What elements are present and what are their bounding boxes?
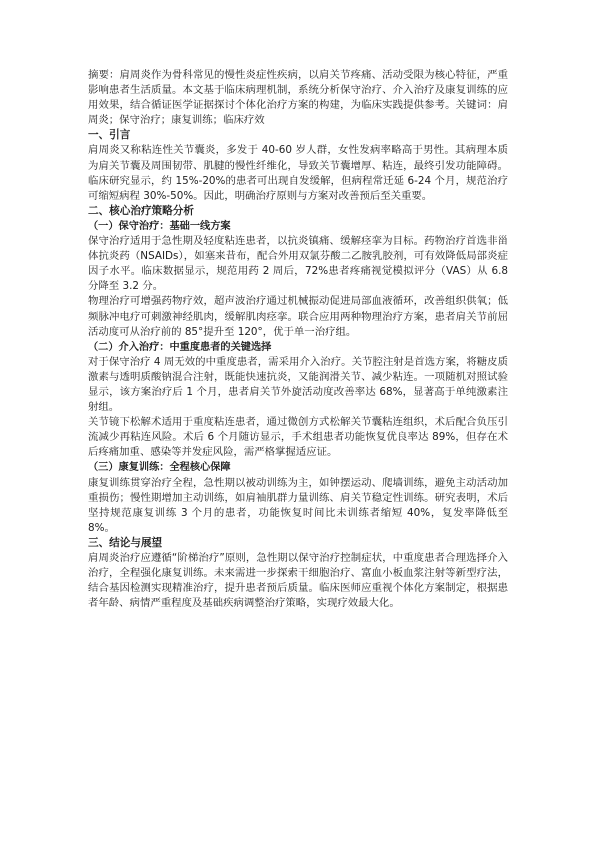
section-heading-treatment-strategy: 二、核心治疗策略分析	[88, 204, 194, 217]
subsection-heading-interventional: （二）介入治疗：中重度患者的关键选择	[88, 341, 272, 353]
conclusion-paragraph: 肩周炎治疗应遵循“阶梯治疗”原则，急性期以保守治疗控制症状，中重度患者合理选择介入治疗，全程强化康复训练。未来需进一步探索干细胞治疗、富血小板血浆注射等新型疗法，结合基因检测实现精准治疗，提升患者预后质量。临床医师应重视个体化方案制定，根据患者年龄、病情严重程度及基础疾病调整治疗策略，实现疗效最大化。	[88, 552, 508, 610]
introduction-paragraph: 肩周炎又称粘连性关节囊炎，多发于 40-60 岁人群，女性发病率略高于男性。其病理本质为肩关节囊及周围韧带、肌腱的慢性纤维化，导致关节囊增厚、粘连，最终引发功能障碍。临床研究显示，约 15%-20%的患者可出现自发缓解，但病程常迁延 6-24 个月，规范治疗可缩短病程 30%-50%。因此，明确治疗原则与方案对改善预后至关重要。	[88, 144, 508, 202]
abstract-paragraph: 摘要：肩周炎作为骨科常见的慢性炎症性疾病，以肩关节疼痛、活动受限为核心特征，严重影响患者生活质量。本文基于临床病理机制，系统分析保守治疗、介入治疗及康复训练的应用效果，结合循证医学证据探讨个体化治疗方案的构建，为临床实践提供参考。关键词：肩周炎；保守治疗；康复训练；临床疗效	[88, 69, 508, 127]
interventional-paragraph-1: 对于保守治疗 4 周无效的中重度患者，需采用介入治疗。关节腔注射是首选方案，将糖皮质激素与透明质酸钠混合注射，既能快速抗炎，又能润滑关节、减少粘连。一项随机对照试验显示，该方案治疗后 1 个月，患者肩关节外旋活动度改善率达 68%，显著高于单纯激素注射组。	[88, 355, 508, 414]
rehabilitation-paragraph: 康复训练贯穿治疗全程，急性期以被动训练为主，如钟摆运动、爬墙训练，避免主动活动加重损伤；慢性期增加主动训练，如肩袖肌群力量训练、肩关节稳定性训练。研究表明，术后坚持规范康复训练 3 个月的患者，功能恢复时间比未训练者缩短 40%，复发率降低至 8%。	[88, 476, 508, 534]
conservative-paragraph-1: 保守治疗适用于急性期及轻度粘连患者，以抗炎镇痛、缓解痉挛为目标。药物治疗首选非甾体抗炎药（NSAIDs），如塞来昔布，配合外用双氯芬酸二乙胺乳胶剂，可有效降低局部炎症因子水平。临床数据显示，规范用药 2 周后，72%患者疼痛视觉模拟评分（VAS）从 6.8 分降至 3.2 分。	[88, 235, 508, 293]
document-page	[88, 68, 508, 611]
interventional-paragraph-2: 关节镜下松解术适用于重度粘连患者，通过微创方式松解关节囊粘连组织，术后配合负压引流减少再粘连风险。术后 6 个月随访显示，手术组患者功能恢复优良率达 89%，但存在术后疼痛加重、感染等并发症风险，需严格掌握适应证。	[88, 416, 508, 459]
subsection-heading-rehabilitation: （三）康复训练：全程核心保障	[88, 462, 231, 474]
section-heading-introduction: 一、引言	[88, 129, 131, 142]
subsection-heading-conservative: （一）保守治疗：基础一线方案	[88, 220, 231, 232]
conservative-paragraph-2: 物理治疗可增强药物疗效，超声波治疗通过机械振动促进局部血液循环，改善组织供氧；低频脉冲电疗可刺激神经肌肉，缓解肌肉痉挛。联合应用两种物理治疗方案，患者肩关节前屈活动度可从治疗前的 85°提升至 120°，优于单一治疗组。	[88, 295, 508, 338]
section-heading-conclusion: 三、结论与展望	[88, 536, 163, 549]
